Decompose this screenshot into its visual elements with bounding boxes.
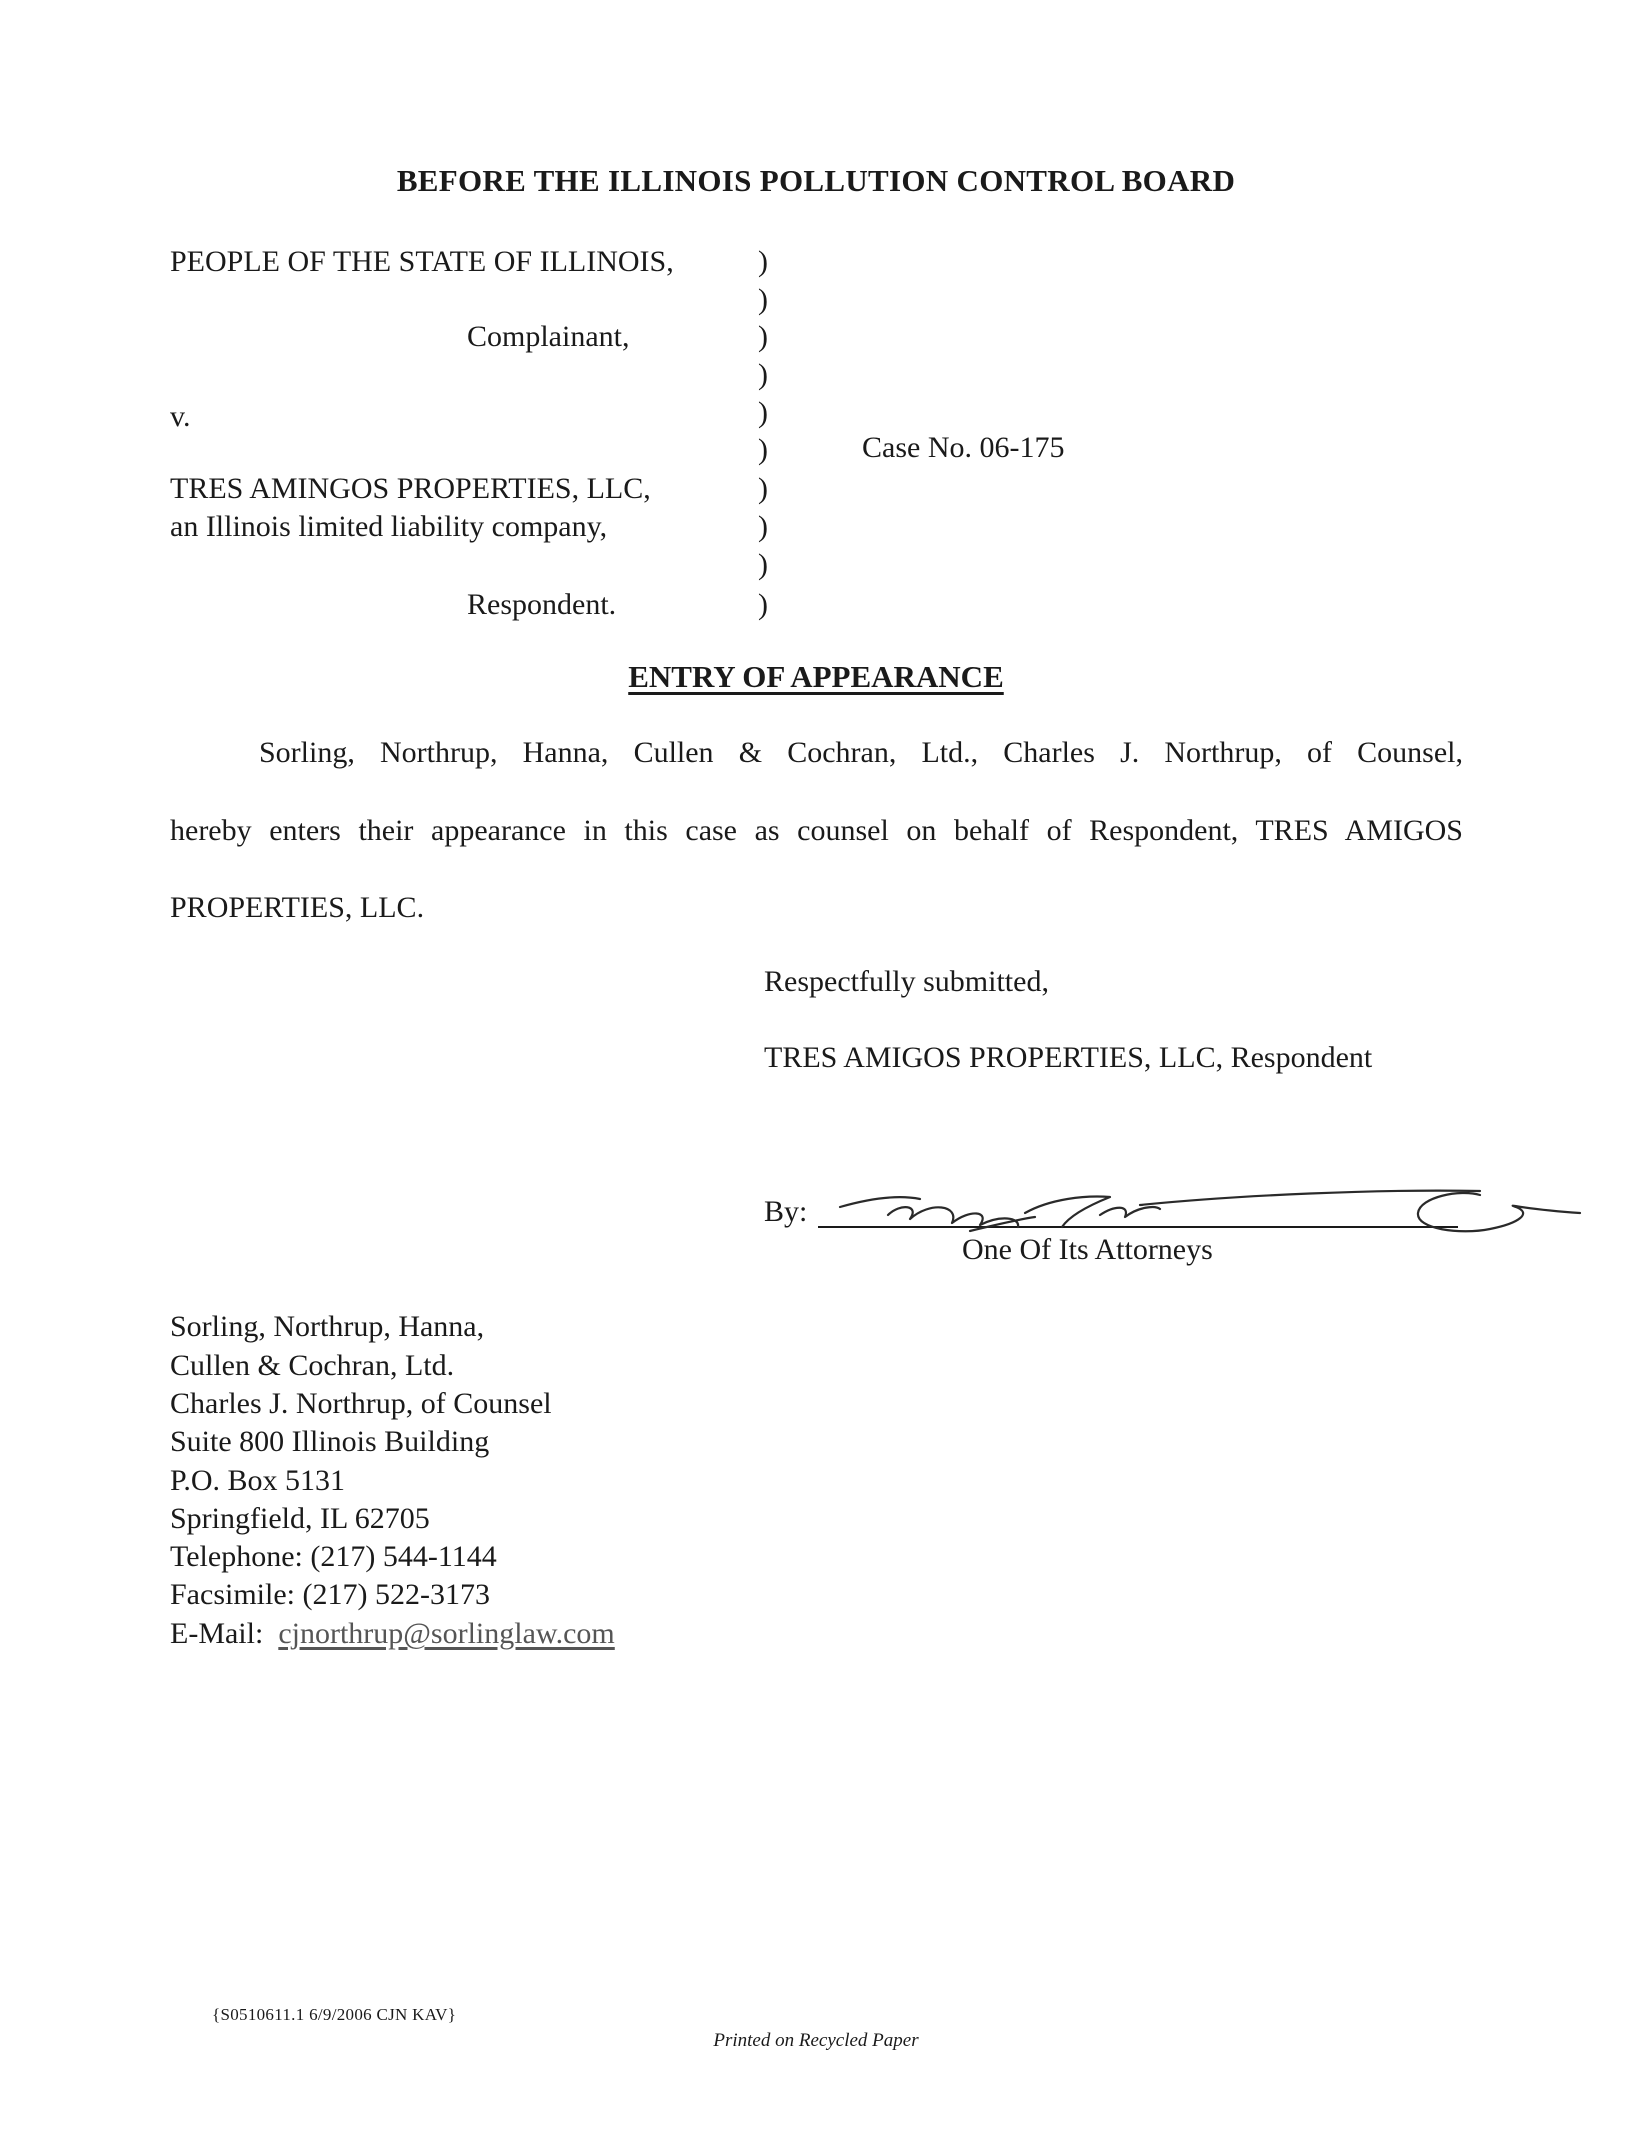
defendant-name: TRES AMINGOS PROPERTIES, LLC, [170,472,651,505]
closing: Respectfully submitted, [764,965,1049,998]
attorney-caption: One Of Its Attorneys [962,1233,1213,1266]
caption-paren: ) [758,433,768,466]
caption-paren: ) [758,548,768,581]
caption-paren: ) [758,245,768,278]
recycled-notice: Printed on Recycled Paper [713,2030,919,2051]
defendant-role: Respondent. [467,588,617,621]
address-line: Charles J. Northrup, of Counsel [170,1387,552,1420]
address-line: Springfield, IL 62705 [170,1502,430,1535]
body-line-3: PROPERTIES, LLC. [170,891,425,924]
by-label: By: [764,1195,808,1228]
email-link[interactable]: cjnorthrup@sorlinglaw.com [278,1617,615,1650]
telephone: Telephone: (217) 544-1144 [170,1540,497,1573]
address-line: P.O. Box 5131 [170,1464,346,1497]
caption-paren: ) [758,588,768,621]
document-title: ENTRY OF APPEARANCE [628,659,1004,694]
email-line [170,1617,615,1651]
board-title: BEFORE THE ILLINOIS POLLUTION CONTROL BOARD [396,163,1236,198]
caption-paren: ) [758,396,768,429]
document-code: {S0510611.1 6/9/2006 CJN KAV} [212,2005,457,2024]
facsimile: Facsimile: (217) 522-3173 [170,1578,490,1611]
caption-paren: ) [758,510,768,543]
body-line-1: Sorling, Northrup, Hanna, Cullen & Cochran, Ltd., Charles J. Northrup, of Counsel, [259,736,1463,769]
caption-paren: ) [758,320,768,353]
defendant-description: an Illinois limited liability company, [170,510,608,543]
plaintiff-name: PEOPLE OF THE STATE OF ILLINOIS, [170,245,674,278]
plaintiff-role: Complainant, [467,320,630,353]
case-number: Case No. 06-175 [862,431,1065,464]
address-line: Suite 800 Illinois Building [170,1425,490,1458]
address-line: Sorling, Northrup, Hanna, [170,1310,485,1343]
signing-party: TRES AMIGOS PROPERTIES, LLC, Respondent [764,1041,1373,1074]
caption-paren: ) [758,358,768,391]
versus: v. [170,400,191,433]
body-line-2: hereby enters their appearance in this case as counsel on behalf of Respondent, TRES AMIGOS [170,814,1463,847]
caption-paren: ) [758,472,768,505]
caption-paren: ) [758,283,768,316]
email-label: E-Mail: [170,1617,264,1650]
address-line: Cullen & Cochran, Ltd. [170,1349,455,1382]
